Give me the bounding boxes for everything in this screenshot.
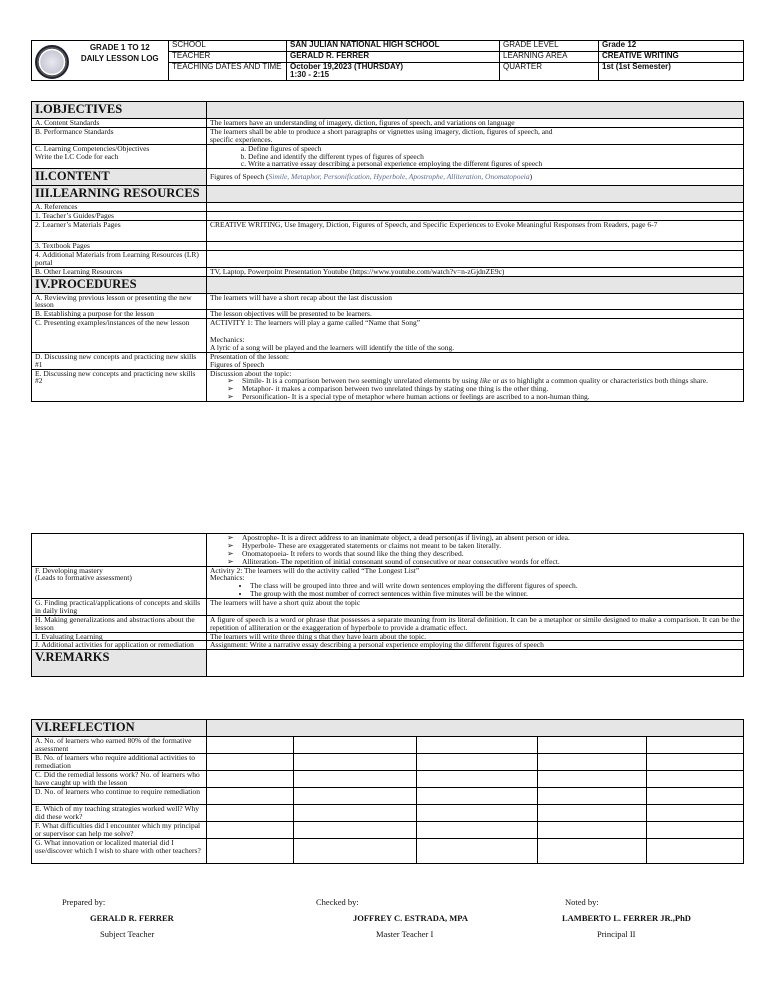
header-table [31, 40, 744, 81]
performance-standards-value: The learners shall be able to produce a short paragraphs or vignettes using imagery, diction, figures of speech, and specific experiences. [207, 127, 744, 144]
reflection-table [31, 719, 744, 864]
teacher-label: TEACHER [169, 52, 287, 63]
area-value: CREATIVE WRITING [599, 52, 744, 63]
other-resources-label: B. Other Learning Resources [32, 267, 207, 276]
reflection-f: F. What difficulties did I encounter which my principal or supervisor can help me solve? [32, 822, 207, 839]
deped-seal-cell [32, 41, 72, 81]
procedure-j-label: J. Additional activities for application or remediation [32, 641, 207, 650]
list-item: ➢ Personification- It is a special type of metaphor where human actions or feelings are ascribed to a non-human thing. [242, 393, 740, 401]
grade-value: Grade 12 [599, 41, 744, 52]
dates-value-day: October 19,2023 (THURSDAY) [290, 62, 404, 71]
list-item: ➢ Metaphor- it makes a comparison between two unrelated things by stating one thing is the other thing. [242, 385, 740, 393]
competencies-label: C. Learning Competencies/Objectives Write the LC Code for each [32, 144, 207, 169]
learners-materials-value: CREATIVE WRITING, Use Imagery, Diction, Figures of Speech, and Specific Experiences to Evoke Meaningful Responses from Readers, page 6-7 [207, 221, 744, 242]
checked-label: Checked by: [316, 897, 359, 907]
content-standards-value: The learners have an understanding of imagery, diction, figures of speech, and variations on language [207, 119, 744, 128]
prepared-label: Prepared by: [62, 897, 106, 907]
procedure-a-label: A. Reviewing previous lesson or presenting the new lesson [32, 293, 207, 310]
list-item: • The class will be grouped into three and will write down sentences employing the different figures of speech. [250, 582, 740, 590]
competency-item: c. Write a narrative essay describing a personal experience employing the different figures of speech [248, 160, 740, 168]
procedure-i-value: The learners will write three thing s that they have learn about the topic. [207, 632, 744, 641]
noted-name: LAMBERTO L. FERRER JR.,PhD [562, 913, 691, 923]
textbook-label: 3. Textbook Pages [32, 242, 207, 251]
reflection-g: G. What innovation or localized material did I use/discover which I wish to share with other teachers? [32, 839, 207, 864]
list-item: ➢ Onomatopoeia- It refers to words that sound like the thing they described. [242, 550, 740, 558]
remarks-value [207, 650, 744, 677]
objectives-heading: I.OBJECTIVES [32, 102, 207, 119]
procedure-j-value: Assignment: Write a narrative essay describing a personal experience employing the different figures of speech [207, 641, 744, 650]
references-label: A. References [32, 203, 207, 212]
log-title [72, 41, 169, 81]
additional-materials-label: 4. Additional Materials from Learning Resources (LR) portal [32, 250, 207, 267]
noted-title: Principal II [597, 929, 636, 939]
procedure-f-value: Activity 2: The learners will do the activity called “The Longest List” Mechanics: • The class will be grouped into three and will write down sentences employing the different figures of speech. • The group with the most number of correct sentences within five minutes will be the winner. [207, 566, 744, 599]
reflection-e: E. Which of my teaching strategies worked well? Why did these work? [32, 805, 207, 822]
list-item: ➢ Alliteration- The repetition of initial consonant sound of consecutive or near consecutive words for effect. [242, 558, 740, 566]
other-resources-value: TV, Laptop, Powerpoint Presentation Youtube (https://www.youtube.com/watch?v=n-zGjdnZE9c) [207, 267, 744, 276]
procedure-h-value: A figure of speech is a word or phrase that possesses a separate meaning from its literal definition. It can be a metaphor or simile designed to make a comparison. It can be the repetition of alliteration or the exaggeration of hyperbole to provide a dramatic effect. [207, 615, 744, 632]
list-item: ➢ Simile- It is a comparison between two seemingly unrelated elements by using like or as to highlight a common quality or characteristics both things share. [242, 377, 740, 385]
lesson-table-page2 [31, 533, 744, 677]
reflection-c: C. Did the remedial lessons work? No. of learners who have caught up with the lesson [32, 771, 207, 788]
log-title-line2: DAILY LESSON LOG [80, 53, 159, 63]
log-title-line1: GRADE 1 TO 12 [89, 43, 150, 52]
procedure-i-label: I. Evaluating Learning [32, 632, 207, 641]
list-item: • The group with the most number of correct sentences within five minutes will be the winner. [250, 590, 740, 598]
deped-seal-icon [35, 45, 69, 79]
procedure-c-value: ACTIVITY 1: The learners will play a game called “Name that Song” Mechanics: A lyric of a song will be played and the learners will identify the title of the song. [207, 319, 744, 353]
procedure-g-value: The learners will have a short quiz about the topic [207, 599, 744, 616]
procedure-h-label: H. Making generalizations and abstractions about the lesson [32, 615, 207, 632]
content-heading: II.CONTENT [32, 169, 207, 186]
procedure-e-value: Discussion about the topic: ➢ Simile- It is a comparison between two seemingly unrelated elements by using like or as to highlight a common quality or characteristics both things share. ➢ Metaphor- it makes a comparison between two unrelated things by stating one thing is the other thing. ➢ Personification- It is a special type of metaphor where human actions or feelings are ascribed to a non-human thing. [207, 369, 744, 402]
lesson-table-page1 [31, 101, 744, 402]
reflection-b: B. No. of learners who require additional activities to remediation [32, 754, 207, 771]
school-value: SAN JULIAN NATIONAL HIGH SCHOOL [287, 41, 500, 52]
resources-heading: III.LEARNING RESOURCES [32, 186, 207, 203]
performance-standards-label: B. Performance Standards [32, 127, 207, 144]
dates-value [287, 63, 500, 81]
procedure-d-value: Presentation of the lesson: Figures of Speech [207, 352, 744, 369]
teacher-value: GERALD R. FERRER [287, 52, 500, 63]
procedure-c-label: C. Presenting examples/instances of the new lesson [32, 319, 207, 353]
procedure-a-value: The learners will have a short recap about the last discussion [207, 293, 744, 310]
quarter-label: QUARTER [500, 63, 599, 81]
checked-name: JOFFREY C. ESTRADA, MPA [353, 913, 468, 923]
dates-value-time: 1:30 - 2:15 [290, 70, 330, 80]
competencies-list [207, 144, 744, 169]
remarks-heading: V.REMARKS [32, 650, 207, 677]
teachers-guide-label: 1. Teacher’s Guides/Pages [32, 212, 207, 221]
reflection-heading: VI.REFLECTION [32, 720, 207, 737]
content-standards-label: A. Content Standards [32, 119, 207, 128]
procedure-b-value: The lesson objectives will be presented to be learners. [207, 310, 744, 319]
list-item: ➢ Apostrophe- It is a direct address to an inanimate object, a dead person(as if living), an absent person or idea. [242, 534, 740, 542]
procedure-g-label: G. Finding practical/applications of concepts and skills in daily living [32, 599, 207, 616]
content-value: Figures of Speech (Simile, Metaphor, Personification, Hyperbole, Apostrophe, Alliteration, Onomatopoeia) [207, 169, 744, 186]
list-item: ➢ Hyperbole- These are exaggerated statements or claims not meant to be taken literally. [242, 542, 740, 550]
checked-title: Master Teacher I [376, 929, 434, 939]
procedure-d-label: D. Discussing new concepts and practicing new skills #1 [32, 352, 207, 369]
prepared-title: Subject Teacher [100, 929, 155, 939]
area-label: LEARNING AREA [500, 52, 599, 63]
learners-materials-label: 2. Learner’s Materials Pages [32, 221, 207, 242]
prepared-name: GERALD R. FERRER [90, 913, 174, 923]
competency-item: b. Define and identify the different types of figures of speech [248, 153, 740, 161]
procedure-b-label: B. Establishing a purpose for the lesson [32, 310, 207, 319]
reflection-d: D. No. of learners who continue to require remediation [32, 788, 207, 805]
grade-label: GRADE LEVEL [500, 41, 599, 52]
procedure-e-continued [207, 534, 744, 567]
competency-item: a. Define figures of speech [248, 145, 740, 153]
school-label: SCHOOL [169, 41, 287, 52]
procedure-e-label: E. Discussing new concepts and practicing new skills #2 [32, 369, 207, 402]
reflection-a: A. No. of learners who earned 80% of the formative assessment [32, 737, 207, 754]
procedures-heading: IV.PROCEDURES [32, 276, 207, 293]
dates-label: TEACHING DATES AND TIME [169, 63, 287, 81]
quarter-value: 1st (1st Semester) [599, 63, 744, 81]
procedure-f-label: F. Developing mastery (Leads to formative assessment) [32, 566, 207, 599]
noted-label: Noted by: [565, 897, 599, 907]
